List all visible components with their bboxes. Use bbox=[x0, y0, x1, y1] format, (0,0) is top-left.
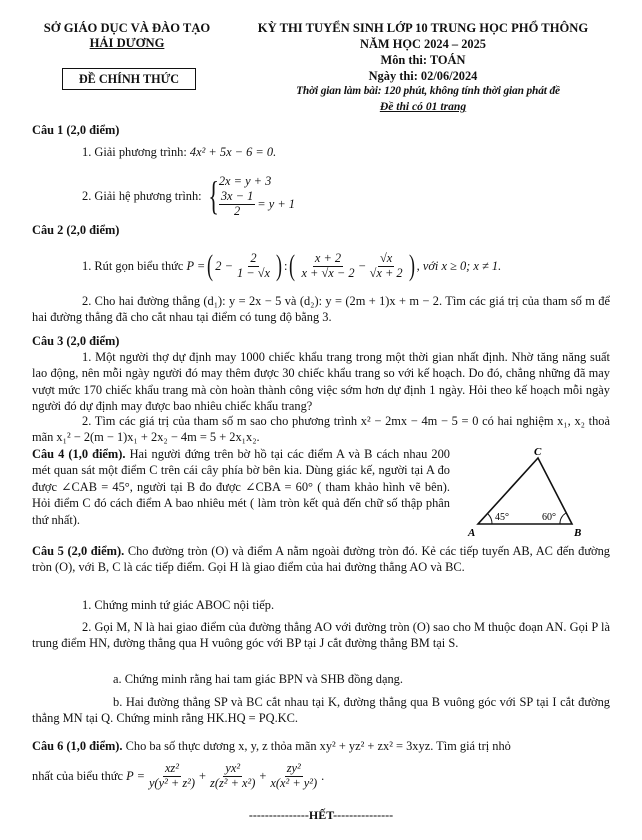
q2-frac2 bbox=[299, 252, 356, 281]
q2-p1-condition: , với x ≥ 0; x ≠ 1. bbox=[416, 258, 502, 273]
q5-part1: 1. Chứng minh tứ giác ABOC nội tiếp. bbox=[82, 598, 275, 612]
angle-label-b: 60° bbox=[542, 512, 556, 523]
sys-den: 2 bbox=[233, 203, 241, 218]
q1-p2-text: 2. Giải hệ phương trình: bbox=[82, 188, 202, 203]
q1-p1-equation: 4x² + 5x − 6 = 0. bbox=[189, 145, 277, 159]
paren-open-2: ( bbox=[289, 249, 296, 282]
paren-open: ( bbox=[207, 249, 214, 282]
label-c: C bbox=[534, 446, 542, 458]
q6-lead: nhất của biểu thức bbox=[32, 768, 124, 783]
exam-title: KỲ THI TUYỂN SINH LỚP 10 TRUNG HỌC PHỔ THÔNG bbox=[257, 21, 589, 35]
q1-part1 bbox=[82, 144, 276, 160]
official-exam-box bbox=[62, 68, 196, 90]
q6-end: . bbox=[321, 768, 325, 783]
t3-num: zy² bbox=[286, 760, 301, 775]
q3-part2: 2. Tìm các giá trị của tham số m sao cho phương trình x² − 2mx − 4m − 5 = 0 có hai nghiệm x₁, x₂ thoả mãn x₁² − 2(m − 1)x₁ + 2x₂ − 4m = 5 + 2x₁x₂. bbox=[32, 414, 610, 445]
page-count: Đề thi có 01 trang bbox=[379, 100, 467, 113]
triangle-figure bbox=[462, 446, 592, 538]
dept-line2: HẢI DƯƠNG bbox=[89, 35, 165, 50]
angle-arc-b bbox=[560, 513, 566, 524]
q6-expression bbox=[32, 756, 324, 796]
q4-text: Hai người đứng trên bờ hồ tại các điểm A và B cách nhau 200 mét quan sát một điểm C trên cái cây phía bờ bên kia. Dùng giác kế, người tại A đo được ∠CAB = 45°, người tại B đo được ∠CBA = 60° ( tham khảo hình vẽ bên). Hỏi điểm C đó cách điểm A bao nhiêu mét ( làm tròn kết quả đến chữ số thập phân thứ nhất). bbox=[32, 447, 450, 527]
sys-rhs: = y + 1 bbox=[257, 197, 295, 211]
q6-term2 bbox=[208, 762, 257, 791]
q5-intro: Cho đường tròn (O) và điểm A nằm ngoài đường tròn đó. Kẻ các tiếp tuyến AB, AC đến đường tròn (O), với B, C là các tiếp điểm. Gọi H là giao điểm của hai đường thẳng AO và BC. bbox=[32, 544, 610, 575]
q6-title: Câu 6 (1,0 điểm). bbox=[32, 739, 123, 753]
q2-part2: 2. Cho hai đường thẳng (d₁): y = 2x − 5 và (d₂): y = (2m + 1)x + m − 2. Tìm các giá trị của tham số m để hai đường thẳng đã cho cắt nhau tại điểm có tung độ bằng 3. bbox=[32, 294, 610, 325]
q6-term3 bbox=[268, 762, 319, 791]
f2-den: x + √x − 2 bbox=[301, 265, 355, 280]
q1-p1-text: 1. Giải phương trình: bbox=[82, 145, 187, 159]
q4-block bbox=[32, 446, 450, 528]
t1-num: xz² bbox=[164, 760, 179, 775]
q2-p1-P: P = bbox=[186, 258, 206, 273]
end-mark bbox=[0, 808, 642, 824]
f1-den: 1 − √x bbox=[236, 265, 270, 280]
t1-den: y(y² + z²) bbox=[148, 775, 195, 790]
dashes-right: --------------- bbox=[333, 808, 394, 822]
triangle-abc bbox=[478, 458, 572, 524]
q2-title: Câu 2 (2,0 điểm) bbox=[32, 223, 120, 237]
plus-2: + bbox=[259, 768, 267, 783]
t3-den: x(x² + y²) bbox=[270, 775, 318, 790]
q5-part-a: a. Chứng minh rằng hai tam giác BPN và SHB đồng dạng. bbox=[113, 672, 403, 686]
f3-den: √x + 2 bbox=[369, 265, 403, 280]
q5-part-b: b. Hai đường thẳng SP và BC cắt nhau tại K, đường thẳng qua B vuông góc với SP tại I cắt đường thẳng MN tại Q. Chứng minh rằng HK.HQ = PQ.KC. bbox=[32, 695, 610, 726]
system-equations bbox=[219, 173, 295, 218]
paren-close: ) bbox=[276, 249, 282, 282]
minus-sign: − bbox=[358, 258, 366, 273]
official-label: ĐỀ CHÍNH THỨC bbox=[78, 72, 180, 86]
duration: Thời gian làm bài: 120 phút, không tính thời gian phát đề bbox=[296, 85, 560, 97]
q2-p1-lead: 1. Rút gọn biểu thức bbox=[82, 258, 184, 273]
q6-P: P = bbox=[126, 768, 145, 783]
q5-part2: 2. Gọi M, N là hai giao điểm của đường thẳng AO với đường tròn (O) sao cho M thuộc đoạn AN. Gọi P là trung điểm HN, đường thẳng qua H vuông góc với BP tại J cắt đường thẳng BM tại S. bbox=[32, 620, 610, 651]
q2-p1-two: 2 − bbox=[215, 258, 233, 273]
plus-1: + bbox=[199, 768, 206, 783]
q1-title: Câu 1 (2,0 điểm) bbox=[32, 123, 120, 137]
label-b: B bbox=[574, 527, 582, 538]
end-text: HẾT bbox=[308, 808, 334, 822]
angle-arc-a bbox=[488, 514, 492, 524]
f3-num: √x bbox=[379, 250, 393, 265]
q6-text: Cho ba số thực dương x, y, z thỏa mãn xy² + yz² + zx² = 3xyz. Tìm giá trị nhỏ bbox=[125, 739, 511, 753]
angle-label-a: 45° bbox=[495, 512, 509, 523]
q2-frac1 bbox=[235, 252, 272, 281]
f2-num: x + 2 bbox=[314, 250, 342, 265]
q1-part2 bbox=[82, 165, 295, 227]
exam-date: Ngày thi: 02/06/2024 bbox=[368, 69, 478, 83]
sys-line1: 2x = y + 3 bbox=[218, 174, 272, 189]
dept-line1: SỞ GIÁO DỤC VÀ ĐÀO TẠO bbox=[43, 21, 211, 35]
subject: Môn thi: TOÁN bbox=[380, 53, 466, 67]
label-a: A bbox=[468, 527, 476, 538]
q4-title: Câu 4 (1,0 điểm). bbox=[32, 447, 126, 461]
q5-block bbox=[32, 543, 610, 576]
q6-term1 bbox=[147, 762, 197, 791]
q2-part1 bbox=[82, 246, 501, 286]
q3-part1: 1. Một người thợ dự định may 1000 chiếc khẩu trang trong một thời gian nhất định. Nhờ tăng năng suất lao động, nên mỗi ngày người đó may thêm được 30 chiếc khẩu trang so với kế hoạch. Do đó, chẳng những đã may vượt mức 170 chiếc khẩu trang mà còn hoàn thành công việc sớm hơn dự định 1 ngày. Hỏi theo kế hoạch mỗi ngày người đó dự định may được bao nhiêu chiếc khẩu trang? bbox=[32, 350, 610, 414]
f1-num: 2 bbox=[250, 250, 257, 265]
system-brace: { bbox=[207, 173, 219, 218]
paren-close-2: ) bbox=[408, 249, 415, 282]
q5-title: Câu 5 (2,0 điểm). bbox=[32, 544, 125, 558]
q3-title: Câu 3 (2,0 điểm) bbox=[32, 334, 120, 348]
t2-den: z(z² + x²) bbox=[210, 775, 256, 790]
q2-frac3 bbox=[368, 252, 405, 281]
t2-num: yx² bbox=[225, 760, 241, 775]
divide-sign: : bbox=[284, 258, 288, 273]
school-year: NĂM HỌC 2024 – 2025 bbox=[360, 37, 486, 51]
sys-fraction bbox=[219, 190, 255, 219]
dashes-left: --------------- bbox=[248, 808, 309, 822]
sys-num: 3x − 1 bbox=[220, 188, 254, 203]
dept-block bbox=[32, 20, 222, 50]
q6-block bbox=[32, 738, 612, 754]
